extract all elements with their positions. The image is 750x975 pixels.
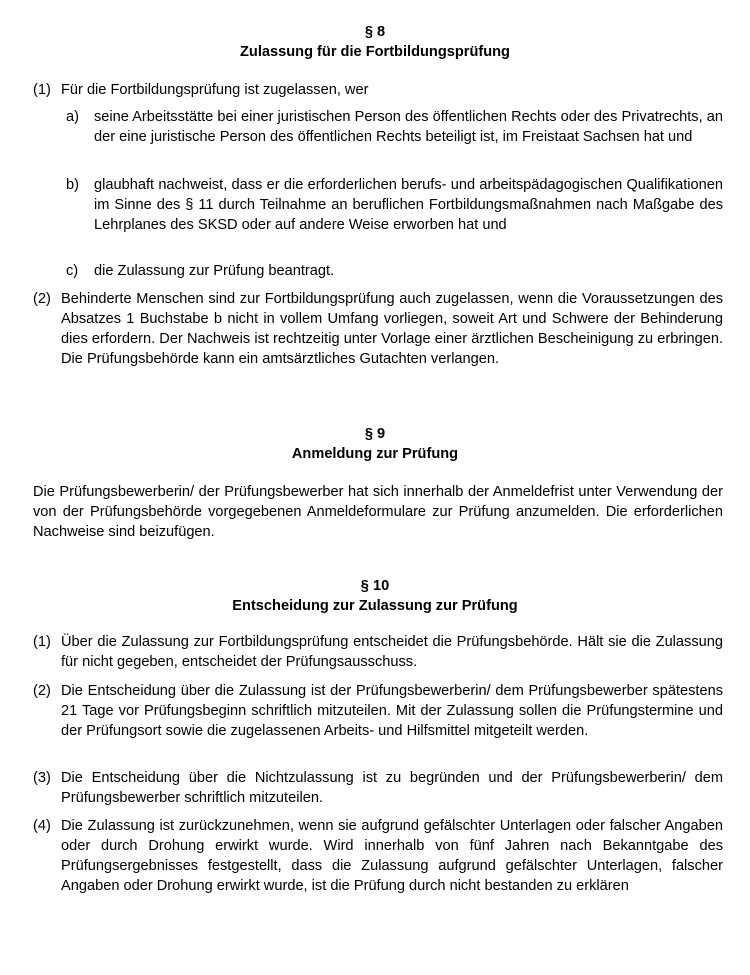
item-label: c) <box>66 263 79 279</box>
section-title: Anmeldung zur Prüfung <box>291 446 459 462</box>
item-label: b) <box>66 177 79 193</box>
section-10-paragraph-2 <box>33 681 723 741</box>
section-number: § 9 <box>364 426 386 442</box>
paragraph-text: Über die Zulassung zur Fortbildungsprüfung entscheidet die Prüfungsbehörde. Hält sie die Zulassung für nicht gegeben, entscheidet der Prüfungsausschuss. <box>61 634 723 670</box>
section-8-item-a <box>66 107 723 147</box>
section-title: Zulassung für die Fortbildungsprüfung <box>240 44 510 60</box>
paragraph-label: (1) <box>33 634 51 650</box>
item-text: die Zulassung zur Prüfung beantragt. <box>94 263 335 279</box>
section-number: § 8 <box>364 24 386 40</box>
section-10-paragraph-3 <box>33 768 723 808</box>
paragraph-text: Für die Fortbildungsprüfung ist zugelassen, wer <box>61 82 369 98</box>
section-title: Entscheidung zur Zulassung zur Prüfung <box>232 598 518 614</box>
paragraph-label: (2) <box>33 291 51 307</box>
item-text: seine Arbeitsstätte bei einer juristischen Person des öffentlichen Rechts oder des Privatrechts, an der eine juristische Person des öffentlichen Rechts beteiligt ist, im Freistaat Sachsen hat und <box>94 109 723 145</box>
paragraph-label: (2) <box>33 683 51 699</box>
section-10-paragraph-1 <box>33 632 723 672</box>
section-9-text: Die Prüfungsbewerberin/ der Prüfungsbewerber hat sich innerhalb der Anmeldefrist unter Verwendung der von der Prüfungsbehörde vorgegebenen Anmeldeformulare zur Prüfung anzumelden. Die erforderlichen Nachweise sind beizufügen. <box>33 484 723 540</box>
item-label: a) <box>66 109 79 125</box>
section-8-item-b <box>66 175 723 235</box>
item-text: glaubhaft nachweist, dass er die erforderlichen berufs- und arbeitspädagogischen Qualifikationen im Sinne des § 11 durch Teilnahme an beruflichen Fortbildungsmaßnahmen nach Maßgabe des Lehrplanes des SKSD oder auf andere Weise erworben hat und <box>94 177 723 233</box>
paragraph-label: (1) <box>33 82 51 98</box>
section-number: § 10 <box>360 578 390 594</box>
section-8-header <box>0 22 750 62</box>
section-9-header <box>0 424 750 464</box>
paragraph-text: Behinderte Menschen sind zur Fortbildungsprüfung auch zugelassen, wenn die Voraussetzungen des Absatzes 1 Buchstabe b nicht in vollem Umfang vorliegen, soweit Art und Schwere der Behinderung dies erfordern. Der Nachweis ist rechtzeitig unter Vorlage einer ärztlichen Bescheinigung zu erbringen. Die Prüfungsbehörde kann ein amtsärztliches Gutachten verlangen. <box>61 291 723 367</box>
paragraph-text: Die Entscheidung über die Zulassung ist der Prüfungsbewerberin/ dem Prüfungsbewerber spätestens 21 Tage vor Prüfungsbeginn schriftlich mitzuteilen. Mit der Zulassung sollen die Prüfungstermine und der Prüfungsort sowie die zugelassenen Arbeits- und Hilfsmittel mitgeteilt werden. <box>61 683 723 739</box>
paragraph-label: (4) <box>33 818 51 834</box>
paragraph-text: Die Entscheidung über die Nichtzulassung ist zu begründen und der Prüfungsbewerberin/ dem Prüfungsbewerber schriftlich mitzuteilen. <box>61 770 723 806</box>
section-8-paragraph-1 <box>33 80 723 100</box>
section-8-item-c <box>66 261 723 281</box>
section-8-paragraph-2 <box>33 289 723 369</box>
paragraph-text: Die Zulassung ist zurückzunehmen, wenn sie aufgrund gefälschter Unterlagen oder falscher Angaben oder durch Drohung erwirkt wurde. Wird innerhalb von fünf Jahren nach Bekanntgabe des Prüfungsergebnisses festgestellt, dass die Zulassung aufgrund gefälschter Unterlagen, falscher Angaben oder Drohung erwirkt wurde, ist die Prüfung durch nicht bestanden zu erklären <box>61 818 723 894</box>
section-10-header <box>0 576 750 616</box>
paragraph-label: (3) <box>33 770 51 786</box>
section-10-paragraph-4 <box>33 816 723 896</box>
